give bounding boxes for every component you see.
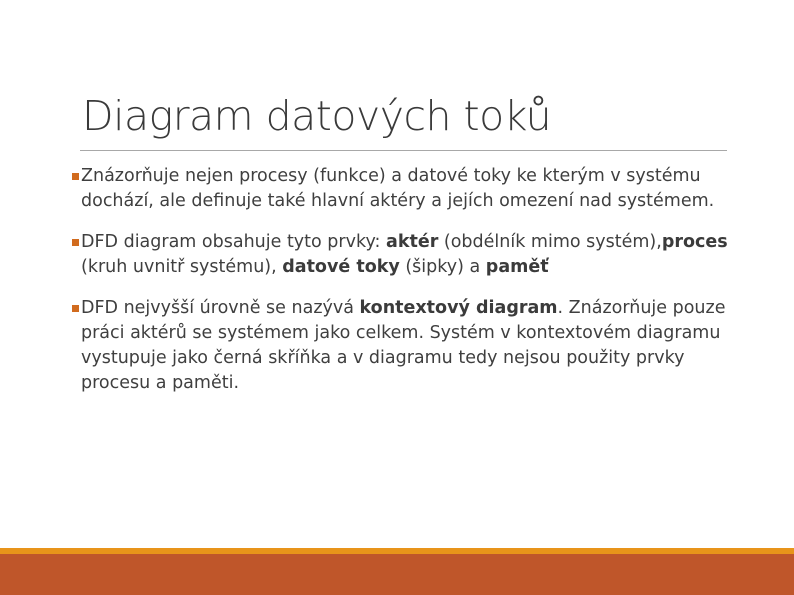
text-run: (kruh uvnitř systému), bbox=[81, 257, 283, 277]
bullet-item-2 bbox=[72, 230, 732, 280]
bold-term-akter: aktér bbox=[386, 232, 439, 252]
bullet-text bbox=[81, 230, 732, 280]
square-bullet-icon bbox=[72, 173, 79, 180]
bullet-text bbox=[81, 296, 732, 396]
bullet-item-3 bbox=[72, 296, 732, 396]
bold-term-datove-toky: datové toky bbox=[282, 257, 400, 277]
slide-title: Diagram datových toků bbox=[82, 92, 552, 140]
bold-term-kontextovy-diagram: kontextový diagram bbox=[359, 298, 558, 318]
text-run: DFD nejvyšší úrovně se nazývá bbox=[81, 298, 360, 318]
bullet-text: Znázorňuje nejen procesy (funkce) a datové toky ke kterým v systému dochází, ale definuje také hlavní aktéry a jejích omezení nad systémem. bbox=[81, 166, 715, 211]
bullet-list bbox=[72, 164, 732, 396]
bold-term-pamet: paměť bbox=[485, 257, 549, 277]
square-bullet-icon bbox=[72, 305, 79, 312]
bullet-item-1 bbox=[72, 164, 732, 214]
square-bullet-icon bbox=[72, 239, 79, 246]
bold-term-proces: proces bbox=[661, 232, 728, 252]
text-run: (obdélník mimo systém), bbox=[438, 232, 662, 252]
title-divider bbox=[80, 150, 727, 151]
text-run: (šipky) a bbox=[399, 257, 486, 277]
footer-bar bbox=[0, 554, 794, 595]
text-run: DFD diagram obsahuje tyto prvky: bbox=[81, 232, 387, 252]
text-run: . Znázorňuje pouze práci aktérů se systémem jako celkem. Systém v kontextovém diagramu vystupuje jako černá skříňka a v diagramu tedy nejsou použity prvky procesu a paměti. bbox=[81, 298, 726, 393]
